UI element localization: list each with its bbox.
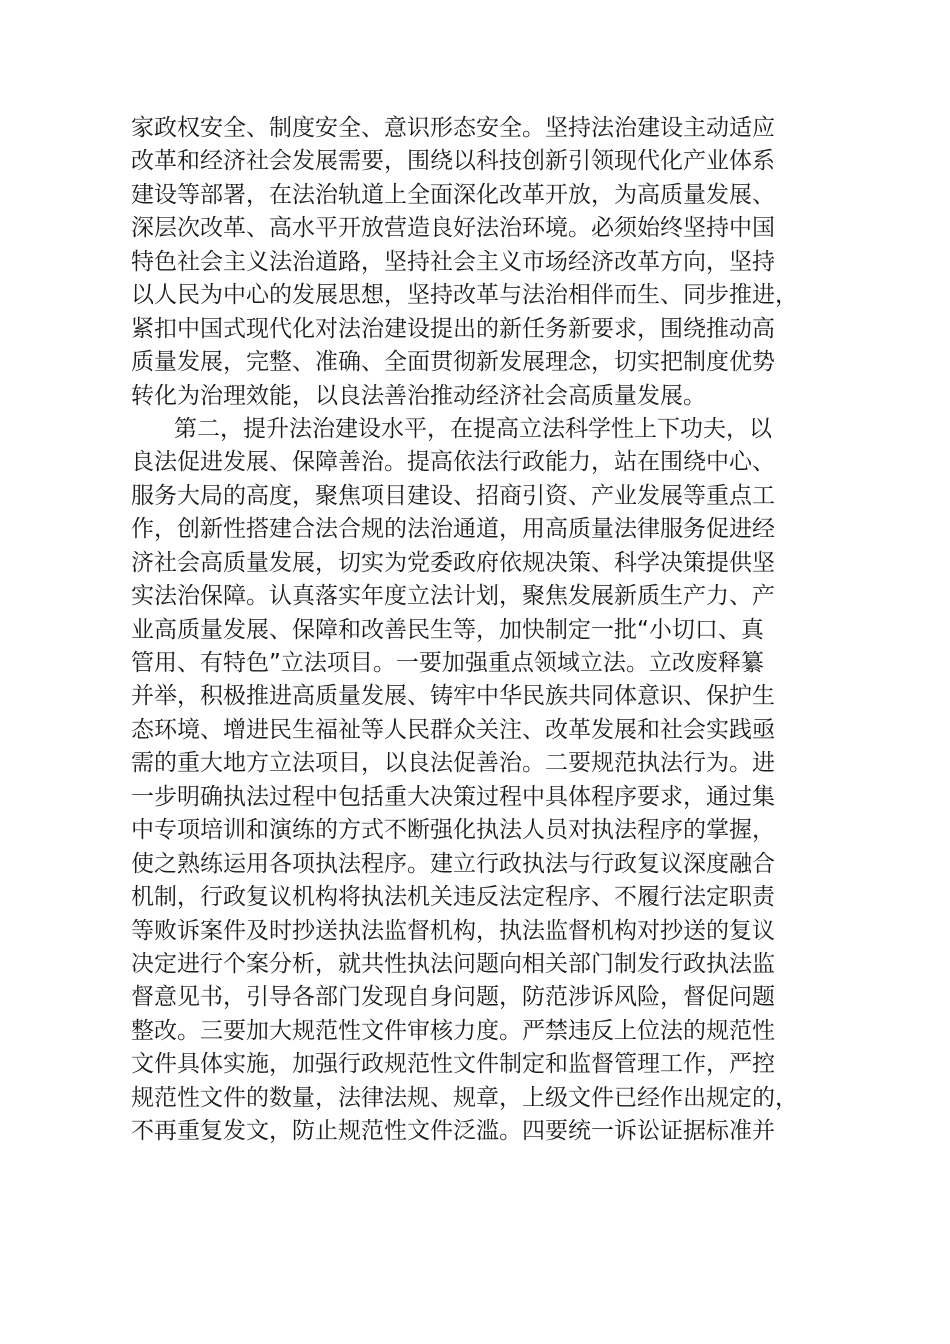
text-line: 以人民为中心的发展思想，坚持改革与法治相伴而生、同步推进， <box>131 282 798 309</box>
text-line: 建设等部署，在法治轨道上全面深化改革开放，为高质量发展、 <box>131 181 775 208</box>
text-line: 态环境、增进民生福祉等人民群众关注、改革发展和社会实践亟 <box>131 716 775 743</box>
paragraph-start-line: 第二，提升法治建设水平，在提高立法科学性上下功夫，以 <box>174 415 772 442</box>
text-line: 济社会高质量发展，切实为党委政府依规决策、科学决策提供坚 <box>131 549 775 576</box>
text-line: 服务大局的高度，聚焦项目建设、招商引资、产业发展等重点工 <box>131 482 775 509</box>
text-line: 并举，积极推进高质量发展、铸牢中华民族共同体意识、保护生 <box>131 683 775 710</box>
text-line: 机制，行政复议机构将执法机关违反法定程序、不履行法定职责 <box>131 884 775 911</box>
text-line: 质量发展，完整、准确、全面贯彻新发展理念，切实把制度优势 <box>131 349 775 376</box>
text-line: 一步明确执法过程中包括重大决策过程中具体程序要求，通过集 <box>131 783 775 810</box>
body-text <box>131 112 861 1149</box>
text-line: 实法治保障。认真落实年度立法计划，聚焦发展新质生产力、产 <box>131 583 775 610</box>
text-line: 规范性文件的数量，法律法规、规章，上级文件已经作出规定的， <box>131 1084 798 1111</box>
text-line: 紧扣中国式现代化对法治建设提出的新任务新要求，围绕推动高 <box>131 315 775 342</box>
text-line: 中专项培训和演练的方式不断强化执法人员对执法程序的掌握， <box>131 817 775 844</box>
text-line: 良法促进发展、保障善治。提高依法行政能力，站在围绕中心、 <box>131 449 775 476</box>
text-line: 督意见书，引导各部门发现自身问题，防范涉诉风险，督促问题 <box>131 984 775 1011</box>
text-line: 整改。三要加大规范性文件审核力度。严禁违反上位法的规范性 <box>131 1017 775 1044</box>
text-line: 作，创新性搭建合法合规的法治通道，用高质量法律服务促进经 <box>131 516 775 543</box>
text-line: 文件具体实施，加强行政规范性文件制定和监督管理工作，严控 <box>131 1051 775 1078</box>
text-line: 业高质量发展、保障和改善民生等，加快制定一批“小切口、真 <box>131 616 764 643</box>
text-line: 转化为治理效能，以良法善治推动经济社会高质量发展。 <box>131 382 706 409</box>
text-line: 管用、有特色”立法项目。一要加强重点领域立法。立改废释纂 <box>131 650 764 676</box>
text-line: 不再重复发文，防止规范性文件泛滥。四要统一诉讼证据标准并 <box>131 1118 775 1145</box>
text-line: 深层次改革、高水平开放营造良好法治环境。必须始终坚持中国 <box>131 215 775 242</box>
text-line: 需的重大地方立法项目，以良法促善治。二要规范执法行为。进 <box>131 750 775 777</box>
text-line: 家政权安全、制度安全、意识形态安全。坚持法治建设主动适应 <box>131 115 775 141</box>
text-line: 改革和经济社会发展需要，围绕以科技创新引领现代化产业体系 <box>131 148 775 175</box>
text-line: 使之熟练运用各项执法程序。建立行政执法与行政复议深度融合 <box>131 850 775 877</box>
text-line: 特色社会主义法治道路，坚持社会主义市场经济改革方向，坚持 <box>131 248 775 275</box>
text-line: 等败诉案件及时抄送执法监督机构，执法监督机构对抄送的复议 <box>131 917 775 944</box>
text-line: 决定进行个案分析，就共性执法问题向相关部门制发行政执法监 <box>131 950 775 977</box>
